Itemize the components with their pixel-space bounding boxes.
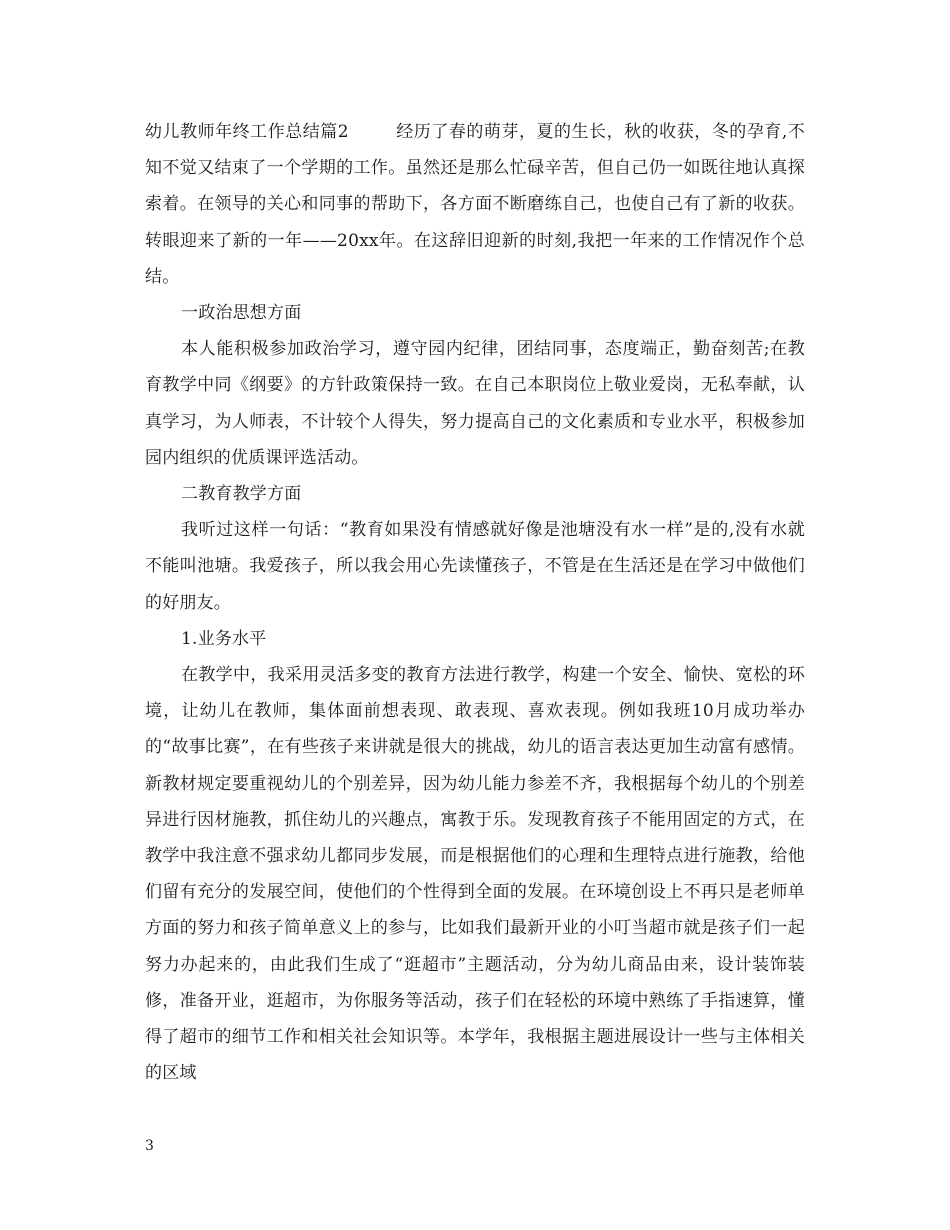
intro-paragraph (145, 114, 805, 295)
section-heading-politics: 一政治思想方面 (181, 303, 302, 324)
politics-paragraph: 本人能积极参加政治学习，遵守园内纪律，团结同事，态度端正，勤奋刻苦;在教育教学中同《纲要》的方针政策保持一致。在自己本职岗位上敬业爱岗，无私奉献，认真学习，为人师表，不计较个人得失，努力提高自己的文化素质和专业水平，积极参加园内组织的优质课评选活动。 (145, 339, 805, 468)
teaching-paragraph: 我听过这样一句话：“教育如果没有情感就好像是池塘没有水一样”是的,没有水就不能叫池塘。我爱孩子，所以我会用心先读懂孩子，不管是在生活还是在学习中做他们的好朋友。 (145, 520, 805, 613)
document-body (145, 114, 805, 1091)
page-number: 3 (145, 1138, 154, 1154)
skills-paragraph: 在教学中，我采用灵活多变的教育方法进行教学，构建一个安全、愉快、宽松的环境，让幼儿在教师，集体面前想表现、敢表现、喜欢表现。例如我班10月成功举办的“故事比赛”，在有些孩子来讲就是很大的挑战，幼儿的语言表达更加生动富有感情。新教材规定要重视幼儿的个别差异，因为幼儿能力参差不齐，我根据每个幼儿的个别差异进行因材施教，抓住幼儿的兴趣点，寓教于乐。发现教育孩子不能用固定的方式，在教学中我注意不强求幼儿都同步发展，而是根据他们的心理和生理特点进行施教，给他们留有充分的发展空间，使他们的个性得到全面的发展。在环境创设上不再只是老师单方面的努力和孩子简单意义上的参与，比如我们最新开业的小叮当超市就是孩子们一起努力办起来的，由此我们生成了“逛超市”主题活动，分为幼儿商品由来，设计装饰装修，准备开业，逛超市，为你服务等活动，孩子们在轻松的环境中熟练了手指速算，懂得了超市的细节工作和相关社会知识等。本学年，我根据主题进展设计一些与主体相关的区域 (145, 665, 805, 1084)
intro-text: 经历了春的萌芽，夏的生长，秋的收获，冬的孕育,不知不觉又结束了一个学期的工作。虽然还是那么忙碌辛苦，但自己仍一如既往地认真探索着。在领导的关心和同事的帮助下，各方面不断磨练自己，也使自己有了新的收获。转眼迎来了新的一年——20xx年。在这辞旧迎新的时刻,我把一年来的工作情况作个总结。 (145, 122, 805, 287)
document-title: 幼儿教师年终工作总结篇2 (145, 122, 349, 142)
section-heading-skills: 1.业务水平 (181, 628, 267, 649)
section-heading-teaching: 二教育教学方面 (181, 484, 302, 505)
